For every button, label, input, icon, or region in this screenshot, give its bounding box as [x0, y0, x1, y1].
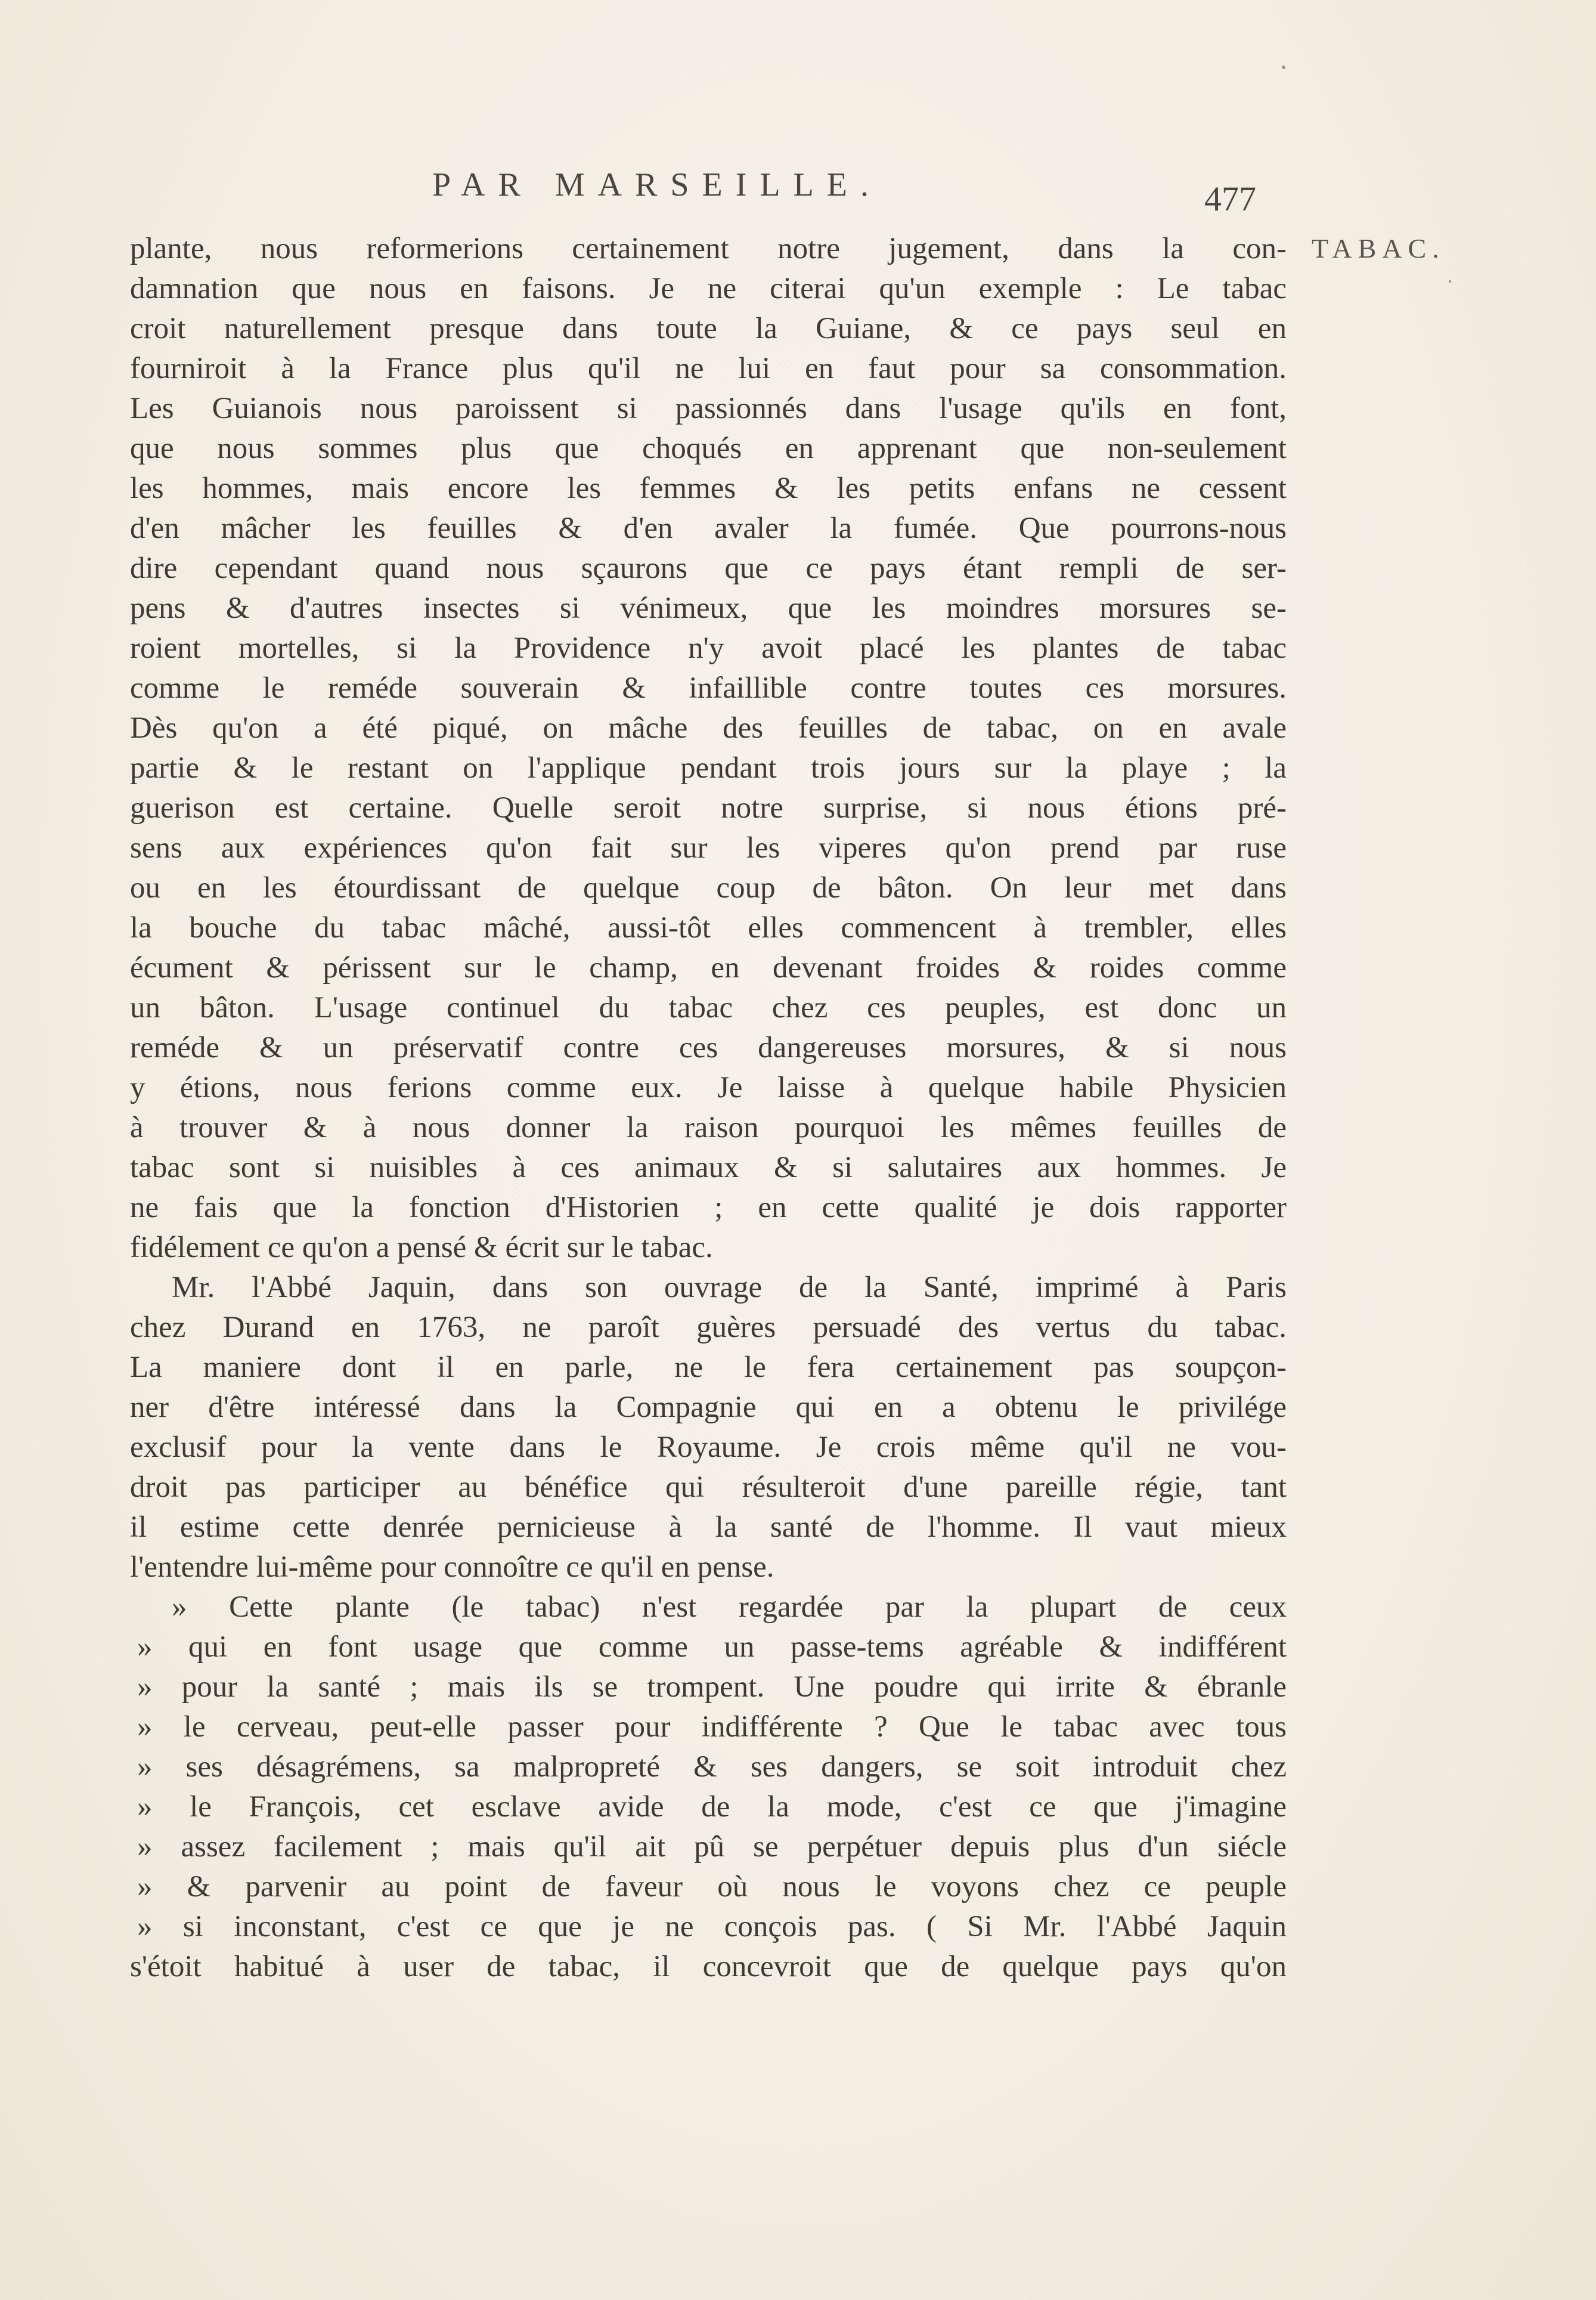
- text-line: ou en les étourdissant de quelque coup de bâton. On leur met dans: [130, 871, 1287, 905]
- paragraph-last-line: l'entendre lui-même pour connoître ce qu'il en pense.: [130, 1550, 774, 1584]
- text-line: s'étoit habitué à user de tabac, il concevroit que de quelque pays qu'on: [130, 1950, 1287, 1983]
- text-line: d'en mâcher les feuilles & d'en avaler la fumée. Que pourrons-nous: [130, 512, 1287, 545]
- body-text: [130, 229, 1287, 1987]
- text-line: dire cependant quand nous sçaurons que ce pays étant rempli de ser-: [130, 552, 1287, 585]
- text-line: les hommes, mais encore les femmes & les petits enfans ne cessent: [130, 472, 1287, 505]
- page-number: 477: [1204, 179, 1256, 218]
- running-title: PAR MARSEILLE.: [432, 166, 882, 203]
- paragraph-first-line: Mr. l'Abbé Jaquin, dans son ouvrage de la Santé, imprimé à Paris: [172, 1271, 1287, 1304]
- text-line: tabac sont si nuisibles à ces animaux & si salutaires aux hommes. Je: [130, 1151, 1287, 1184]
- text-line: que nous sommes plus que choqués en apprenant que non-seulement: [130, 432, 1287, 465]
- text-line: un bâton. L'usage continuel du tabac chez ces peuples, est donc un: [130, 991, 1287, 1024]
- text-line: croit naturellement presque dans toute la Guiane, & ce pays seul en: [130, 312, 1287, 345]
- quote-line: » si inconstant, c'est ce que je ne conçois pas. ( Si Mr. l'Abbé Jaquin: [137, 1910, 1287, 1943]
- text-line: damnation que nous en faisons. Je ne citerai qu'un exemple : Le tabac: [130, 272, 1287, 305]
- paragraph-last-line: fidélement ce qu'on a pensé & écrit sur le tabac.: [130, 1231, 713, 1264]
- quote-line: » le cerveau, peut-elle passer pour indifférente ? Que le tabac avec tous: [137, 1710, 1287, 1744]
- text-line: plante, nous reformerions certainement notre jugement, dans la con-: [130, 232, 1287, 265]
- quote-line: » le François, cet esclave avide de la mode, c'est ce que j'imagine: [137, 1790, 1287, 1824]
- quote-first-line: » Cette plante (le tabac) n'est regardée par la plupart de ceux: [172, 1590, 1287, 1624]
- quote-line: » qui en font usage que comme un passe-tems agréable & indifférent: [137, 1630, 1287, 1664]
- text-line: exclusif pour la vente dans le Royaume. Je crois même qu'il ne vou-: [130, 1431, 1287, 1464]
- text-line: ner d'être intéressé dans la Compagnie qui en a obtenu le privilége: [130, 1391, 1287, 1424]
- text-line: La maniere dont il en parle, ne le fera certainement pas soupçon-: [130, 1351, 1287, 1384]
- text-line: il estime cette denrée pernicieuse à la santé de l'homme. Il vaut mieux: [130, 1510, 1287, 1544]
- text-line: guerison est certaine. Quelle seroit notre surprise, si nous étions pré-: [130, 791, 1287, 825]
- quote-line: » pour la santé ; mais ils se trompent. Une poudre qui irrite & ébranle: [137, 1670, 1287, 1704]
- text-line: reméde & un préservatif contre ces dangereuses morsures, & si nous: [130, 1031, 1287, 1064]
- text-line: ne fais que la fonction d'Historien ; en cette qualité je dois rapporter: [130, 1191, 1287, 1224]
- text-line: chez Durand en 1763, ne paroît guères persuadé des vertus du tabac.: [130, 1311, 1287, 1344]
- text-line: fourniroit à la France plus qu'il ne lui en faut pour sa consommation.: [130, 352, 1287, 385]
- text-line: la bouche du tabac mâché, aussi-tôt elles commencent à trembler, elles: [130, 911, 1287, 945]
- margin-note: TABAC.: [1312, 233, 1445, 264]
- text-line: y étions, nous ferions comme eux. Je laisse à quelque habile Physicien: [130, 1071, 1287, 1104]
- text-line: comme le reméde souverain & infaillible contre toutes ces morsures.: [130, 671, 1287, 705]
- text-line: droit pas participer au bénéfice qui résulteroit d'une pareille régie, tant: [130, 1471, 1287, 1504]
- text-line: pens & d'autres insectes si vénimeux, que les moindres morsures se-: [130, 592, 1287, 625]
- paper-speck: [1282, 66, 1285, 69]
- text-line: partie & le restant on l'applique pendant trois jours sur la playe ; la: [130, 751, 1287, 785]
- text-line: sens aux expériences qu'on fait sur les viperes qu'on prend par ruse: [130, 831, 1287, 865]
- quote-line: » ses désagrémens, sa malpropreté & ses dangers, se soit introduit chez: [137, 1750, 1287, 1784]
- text-line: Dès qu'on a été piqué, on mâche des feuilles de tabac, on en avale: [130, 711, 1287, 745]
- text-line: écument & périssent sur le champ, en devenant froides & roides comme: [130, 951, 1287, 985]
- text-line: Les Guianois nous paroissent si passionnés dans l'usage qu'ils en font,: [130, 392, 1287, 425]
- text-line: à trouver & à nous donner la raison pourquoi les mêmes feuilles de: [130, 1111, 1287, 1144]
- text-line: roient mortelles, si la Providence n'y avoit placé les plantes de tabac: [130, 632, 1287, 665]
- paper-speck: [1449, 280, 1451, 283]
- quote-line: » & parvenir au point de faveur où nous le voyons chez ce peuple: [137, 1870, 1287, 1903]
- quote-line: » assez facilement ; mais qu'il ait pû se perpétuer depuis plus d'un siécle: [137, 1830, 1287, 1863]
